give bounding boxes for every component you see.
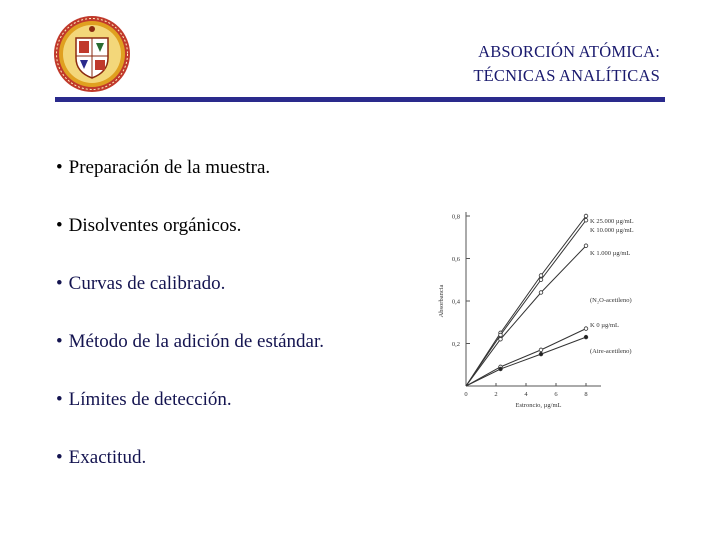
- bullet-glyph: •: [56, 389, 63, 410]
- bullet-glyph: •: [56, 157, 63, 178]
- bullet-item: [56, 262, 436, 320]
- bullet-text: Límites de detección.: [68, 389, 232, 410]
- series-point: [584, 244, 588, 248]
- x-tick-label: 4: [524, 391, 528, 398]
- bullet-item: [56, 204, 436, 262]
- series-point: [539, 291, 543, 295]
- title-line-2: TÉCNICAS ANALÍTICAS: [473, 66, 660, 85]
- y-tick-label: 0,6: [451, 256, 460, 263]
- bullet-text: Curvas de calibrado.: [68, 273, 226, 294]
- series-label: K 1.000 µg/mL: [590, 250, 631, 257]
- title-line-1: ABSORCIÓN ATÓMICA:: [478, 42, 660, 61]
- university-seal-icon: [52, 14, 132, 94]
- series-point: [499, 337, 503, 341]
- x-tick-label: 6: [554, 391, 558, 398]
- bullet-glyph: •: [56, 273, 63, 294]
- calibration-chart: [430, 208, 680, 413]
- y-tick-label: 0,4: [451, 298, 460, 306]
- series-point: [539, 348, 543, 352]
- x-axis-label: Estroncio, µg/mL: [515, 402, 562, 409]
- x-tick-label: 2: [494, 391, 498, 398]
- bullet-text: Disolventes orgánicos.: [68, 215, 242, 236]
- series-point: [539, 352, 543, 356]
- series-point: [499, 367, 503, 371]
- series-point: [584, 218, 588, 222]
- series-label: K 10.000 µg/mL: [590, 227, 634, 234]
- series-point: [584, 335, 588, 339]
- annotation-n2o: (N₂O-acetileno): [590, 297, 632, 304]
- bullet-list: [56, 146, 436, 494]
- y-tick-label: 0,2: [451, 341, 460, 348]
- series-point: [584, 327, 588, 331]
- series-line: [466, 246, 586, 386]
- series-point: [539, 274, 543, 278]
- series-point: [499, 333, 503, 337]
- x-tick-label: 0: [464, 391, 468, 398]
- bullet-text: Método de la adición de estándar.: [68, 331, 325, 352]
- bullet-text: Exactitud.: [68, 447, 147, 468]
- series-point: [584, 214, 588, 218]
- header-divider: [55, 97, 665, 102]
- x-tick-label: 8: [584, 391, 588, 398]
- bullet-glyph: •: [56, 215, 63, 236]
- bullet-item: [56, 320, 436, 378]
- series-label: K 0 µg/mL: [590, 322, 620, 329]
- page-title: [360, 40, 660, 88]
- series-label: K 25.000 µg/mL: [590, 218, 634, 225]
- bullet-item: [56, 146, 436, 204]
- y-axis-label: Absorbancia: [438, 284, 445, 318]
- y-tick-label: 0,8: [451, 213, 460, 221]
- bullet-glyph: •: [56, 447, 63, 468]
- bullet-item: [56, 436, 436, 494]
- bullet-text: Preparación de la muestra.: [68, 157, 271, 178]
- bullet-item: [56, 378, 436, 436]
- series-point: [539, 278, 543, 282]
- annotation-air: (Aire-acetileno): [590, 348, 632, 355]
- bullet-glyph: •: [56, 331, 63, 352]
